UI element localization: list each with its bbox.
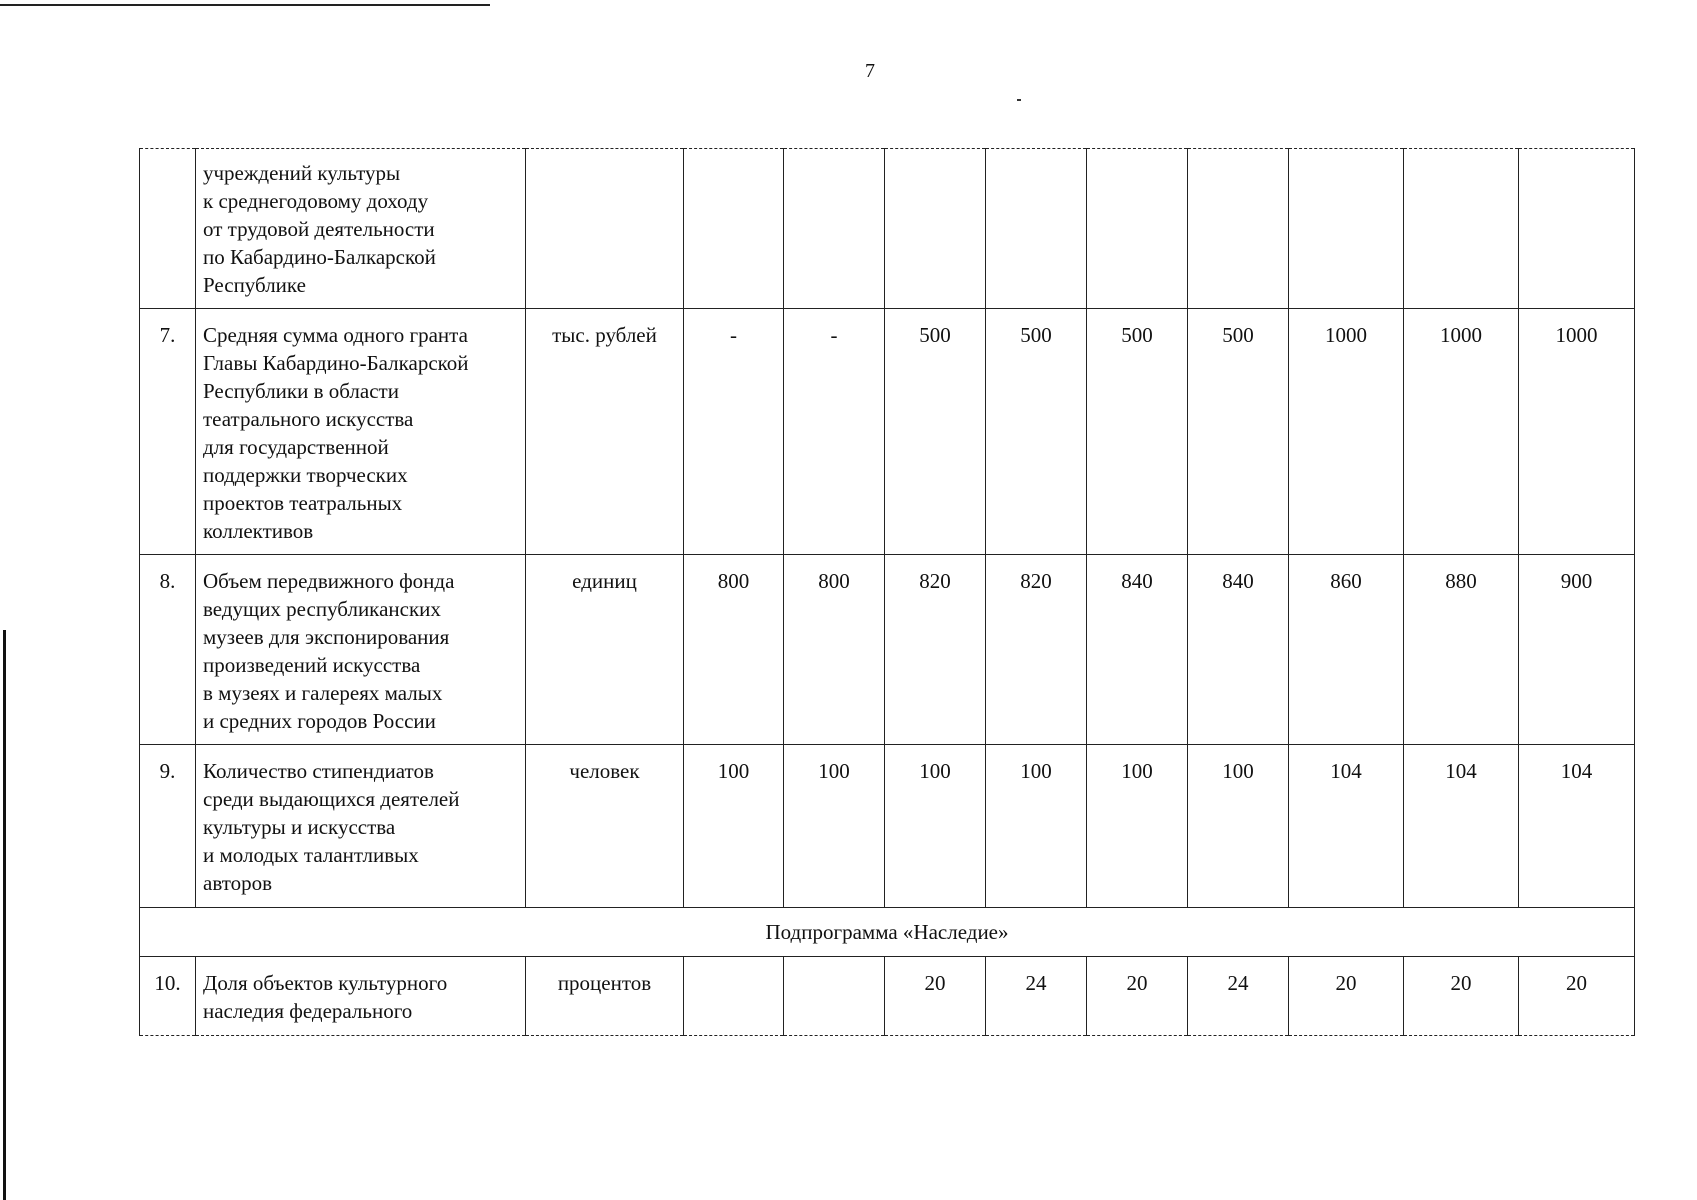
indicator-line: коллективов [203, 519, 314, 543]
cell-value: 500 [1087, 309, 1188, 555]
indicator-line: произведений искусства [203, 653, 421, 677]
cell-indicator [196, 957, 526, 1036]
cell-value [1404, 149, 1519, 309]
indicator-line: Объем передвижного фонда [203, 569, 455, 593]
indicator-line: культуры и искусства [203, 815, 396, 839]
indicator-line: проектов театральных [203, 491, 403, 515]
indicator-line: Количество стипендиатов [203, 759, 434, 783]
cell-value: 800 [784, 555, 885, 745]
indicator-line: для государственной [203, 435, 389, 459]
cell-value: 20 [1404, 957, 1519, 1036]
cell-value: 860 [1289, 555, 1404, 745]
indicator-line: наследия федерального [203, 999, 413, 1023]
cell-value: 24 [986, 957, 1087, 1036]
indicator-line: по Кабардино-Балкарской [203, 245, 436, 269]
cell-value: 500 [986, 309, 1087, 555]
indicator-line: в музеях и галереях малых [203, 681, 443, 705]
indicator-line: театрального искусства [203, 407, 414, 431]
cell-value: 100 [986, 745, 1087, 908]
cell-value: 800 [684, 555, 784, 745]
cell-value [684, 149, 784, 309]
cell-value: 840 [1188, 555, 1289, 745]
indicator-line: к среднегодовому доходу [203, 189, 429, 213]
scan-edge-bar [3, 630, 6, 1200]
top-rule [0, 4, 490, 6]
cell-value [885, 149, 986, 309]
cell-num: 8. [140, 555, 196, 745]
cell-value: 20 [1087, 957, 1188, 1036]
cell-value: 104 [1519, 745, 1635, 908]
cell-indicator [196, 555, 526, 745]
cell-value [784, 149, 885, 309]
cell-value: 20 [1289, 957, 1404, 1036]
cell-value [684, 957, 784, 1036]
cell-value: 500 [1188, 309, 1289, 555]
cell-unit: процентов [526, 957, 684, 1036]
indicator-line: Республики в области [203, 379, 399, 403]
cell-value [986, 149, 1087, 309]
table-row [140, 957, 1635, 1036]
indicator-line: Доля объектов культурного [203, 971, 448, 995]
indicators-table [139, 148, 1635, 1036]
cell-value: 100 [1188, 745, 1289, 908]
cell-value: 820 [885, 555, 986, 745]
cell-unit: единиц [526, 555, 684, 745]
table-row [140, 555, 1635, 745]
subprogram-heading: Подпрограмма «Наследие» [140, 908, 1635, 957]
indicator-line: ведущих республиканских [203, 597, 441, 621]
cell-value: - [784, 309, 885, 555]
cell-value: 100 [885, 745, 986, 908]
indicator-line: музеев для экспонирования [203, 625, 450, 649]
cell-value: 100 [784, 745, 885, 908]
cell-num: 7. [140, 309, 196, 555]
cell-unit [526, 149, 684, 309]
cell-value: 500 [885, 309, 986, 555]
indicator-line: и средних городов России [203, 709, 436, 733]
table-row [140, 745, 1635, 908]
cell-unit: тыс. рублей [526, 309, 684, 555]
cell-value: 1000 [1289, 309, 1404, 555]
cell-indicator [196, 309, 526, 555]
indicator-line: Средняя сумма одного гранта [203, 323, 468, 347]
cell-value [1519, 149, 1635, 309]
indicator-line: поддержки творческих [203, 463, 408, 487]
cell-indicator [196, 149, 526, 309]
cell-value: 20 [885, 957, 986, 1036]
table-row-subprogram [140, 908, 1635, 957]
cell-num: 9. [140, 745, 196, 908]
cell-value: 880 [1404, 555, 1519, 745]
cell-value: 24 [1188, 957, 1289, 1036]
table-row [140, 309, 1635, 555]
cell-value: 100 [684, 745, 784, 908]
indicator-line: Республике [203, 273, 306, 297]
scan-speck [1017, 99, 1021, 101]
cell-value: 900 [1519, 555, 1635, 745]
cell-value: 840 [1087, 555, 1188, 745]
cell-value: 20 [1519, 957, 1635, 1036]
page-number: 7 [865, 60, 875, 82]
cell-value [1188, 149, 1289, 309]
cell-unit: человек [526, 745, 684, 908]
indicator-line: авторов [203, 871, 273, 895]
cell-value: - [684, 309, 784, 555]
indicators-table-wrap [139, 148, 1634, 1036]
cell-value: 104 [1289, 745, 1404, 908]
cell-value: 104 [1404, 745, 1519, 908]
cell-num: 10. [140, 957, 196, 1036]
cell-value: 1000 [1519, 309, 1635, 555]
table-row-continued [140, 149, 1635, 309]
indicator-line: среди выдающихся деятелей [203, 787, 460, 811]
indicator-line: учреждений культуры [203, 161, 401, 185]
indicator-line: и молодых талантливых [203, 843, 419, 867]
cell-num [140, 149, 196, 309]
indicator-line: от трудовой деятельности [203, 217, 435, 241]
indicator-line: Главы Кабардино-Балкарской [203, 351, 469, 375]
cell-value [1087, 149, 1188, 309]
cell-value: 820 [986, 555, 1087, 745]
cell-value: 1000 [1404, 309, 1519, 555]
cell-indicator [196, 745, 526, 908]
cell-value: 100 [1087, 745, 1188, 908]
cell-value [784, 957, 885, 1036]
cell-value [1289, 149, 1404, 309]
